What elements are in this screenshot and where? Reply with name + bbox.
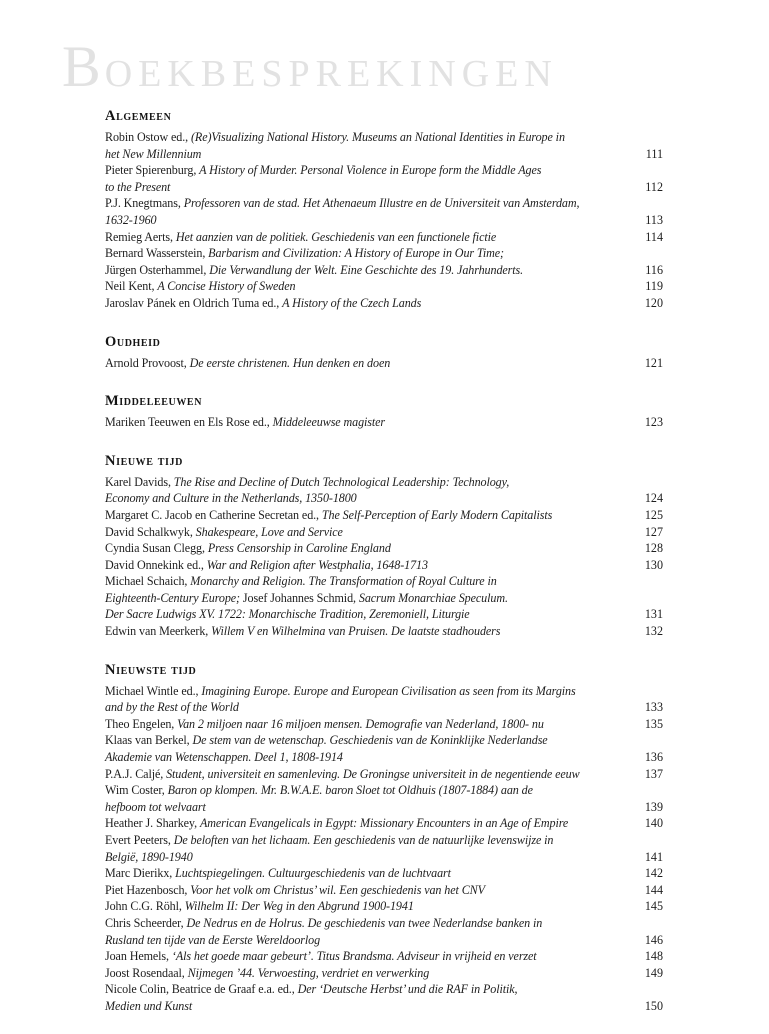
toc-entry — [105, 766, 663, 783]
book-author: P.J. Knegtmans, — [105, 196, 184, 211]
book-title: Der ‘Deutsche Herbst’ und die RAF in Politik, — [297, 982, 518, 997]
page-number: 111 — [645, 146, 663, 161]
book-author: Joost Rosendaal, — [105, 965, 188, 980]
book-title: Luchtspiegelingen. Cultuurgeschiedenis van de luchtvaart — [175, 866, 451, 881]
book-author: Joan Hemels, — [105, 949, 172, 964]
toc-entry-text — [105, 475, 509, 489]
page-number: 148 — [644, 949, 663, 964]
book-title: to the Present — [105, 179, 171, 194]
book-author: Josef Johannes Schmid, — [242, 590, 359, 605]
toc-entry — [105, 898, 663, 915]
page-number: 128 — [644, 541, 663, 556]
toc-entry — [105, 782, 663, 815]
toc-entry-line — [105, 540, 663, 557]
page-title-initial: B — [62, 34, 105, 99]
page-number: 136 — [644, 750, 663, 765]
book-author: David Schalkwyk, — [105, 524, 196, 539]
book-author: Evert Peeters, — [105, 833, 174, 847]
toc-entry-text — [105, 733, 548, 747]
toc-entry-text — [105, 833, 553, 847]
toc-section — [105, 107, 663, 312]
toc-entry-line — [105, 162, 663, 179]
toc-entry-line — [105, 832, 663, 849]
page-number: 113 — [645, 212, 663, 227]
toc-entry-text — [105, 356, 390, 370]
toc-entry — [105, 882, 663, 899]
toc-entry-text — [105, 949, 537, 963]
toc-entry — [105, 732, 663, 765]
toc-entry-text — [105, 866, 451, 880]
toc-section — [105, 333, 663, 372]
toc-entry-text — [105, 541, 391, 555]
section-heading: Nieuwste tijd — [105, 661, 197, 678]
toc-entry-line — [105, 146, 663, 163]
book-title: Barbarism and Civilization: A History of Europe in Our Time; — [208, 246, 504, 261]
toc-entry — [105, 507, 663, 524]
toc-entry-text — [105, 883, 485, 897]
book-author: Piet Hazenbosch, — [105, 882, 191, 897]
book-title: The Rise and Decline of Dutch Technological Leadership: Technology, — [173, 474, 510, 489]
page-number: 139 — [644, 799, 663, 814]
book-author: Cyndia Susan Clegg, — [105, 541, 208, 556]
book-author: Neil Kent, — [105, 279, 158, 294]
page-number: 131 — [644, 607, 663, 622]
book-title: hefboom tot welvaart — [105, 799, 206, 814]
toc-entry-text — [105, 982, 517, 996]
book-author: Karel Davids, — [105, 474, 174, 489]
page-number: 145 — [644, 899, 663, 914]
book-title: American Evangelicals in Egypt: Missionary Encounters in an Age of Empire — [199, 816, 569, 831]
book-title: De stem van de wetenschap. Geschiedenis van de Koninklijke Nederlandse — [192, 733, 548, 748]
book-author: Theo Engelen, — [105, 716, 178, 731]
toc-entry — [105, 948, 663, 965]
book-author: Marc Dierikx, — [105, 866, 176, 881]
page-number: 140 — [644, 816, 663, 831]
toc-entry-line — [105, 623, 663, 640]
toc-entry-line — [105, 245, 663, 262]
page-number: 135 — [644, 716, 663, 731]
book-title: Press Censorship in Caroline England — [207, 541, 391, 556]
toc-entry-line — [105, 766, 663, 783]
toc-entry-line — [105, 295, 663, 312]
toc-entry — [105, 557, 663, 574]
page-number: 130 — [644, 557, 663, 572]
book-title: Het aanzien van de politiek. Geschiedenis van een functionele fictie — [175, 229, 497, 244]
toc-entry-text — [105, 607, 470, 621]
book-title: Professoren van de stad. Het Athenaeum Illustre en de Universiteit van Amsterdam, — [183, 196, 580, 211]
book-title: ‘Als het goede maar gebeurt’. Titus Brandsma. Adviseur in vrijheid en verzet — [171, 949, 537, 964]
toc-entry-text — [105, 816, 568, 830]
toc-entry — [105, 129, 663, 162]
toc-entry — [105, 355, 663, 372]
toc-entry-line — [105, 782, 663, 799]
toc-entry-line — [105, 998, 663, 1015]
book-author: Nicole Colin, Beatrice de Graaf e.a. ed., — [105, 982, 298, 997]
page-number: 114 — [645, 229, 663, 244]
toc-entry-line — [105, 212, 663, 229]
toc-entry-line — [105, 524, 663, 541]
book-author: Wim Coster, — [105, 783, 168, 798]
page-number: 112 — [645, 179, 663, 194]
toc-entry-text — [105, 591, 508, 605]
book-title: Economy and Culture in the Netherlands, 1350-1800 — [105, 491, 357, 506]
book-author: Edwin van Meerkerk, — [105, 624, 212, 639]
page-number: 123 — [644, 415, 663, 430]
toc-entry-text — [105, 263, 523, 277]
book-author: P.A.J. Caljé, — [105, 766, 167, 781]
page-number: 133 — [644, 700, 663, 715]
book-title: Wilhelm II: Der Weg in den Abgrund 1900-1941 — [184, 899, 414, 914]
book-title: Imagining Europe. Europe and European Civilisation as seen from its Margins — [201, 683, 576, 698]
toc-entry-text — [105, 246, 504, 260]
toc-entry-text — [105, 558, 428, 572]
toc-entry-line — [105, 898, 663, 915]
book-title: Akademie van Wetenschappen. Deel 1, 1808-1914 — [105, 750, 343, 765]
page-title — [62, 34, 663, 99]
toc-sections — [105, 107, 663, 1015]
toc-entry-text — [105, 933, 320, 947]
toc-entry-line — [105, 195, 663, 212]
book-title: Medien und Kunst — [105, 998, 193, 1013]
toc-entry-text — [105, 966, 429, 980]
book-author: Margaret C. Jacob en Catherine Secretan ed., — [105, 507, 322, 522]
toc-entry-line — [105, 865, 663, 882]
toc-entry-line — [105, 278, 663, 295]
toc-entry-text — [105, 717, 544, 731]
toc-entry-line — [105, 507, 663, 524]
book-title: Nijmegen ’44. Verwoesting, verdriet en verwerking — [187, 965, 430, 980]
book-author: David Onnekink ed., — [105, 557, 207, 572]
book-title: A History of the Czech Lands — [282, 295, 422, 310]
book-title: and by the Rest of the World — [105, 700, 239, 715]
toc-entry-line — [105, 948, 663, 965]
toc-entry — [105, 683, 663, 716]
toc-entry — [105, 573, 663, 623]
book-title: Shakespeare, Love and Service — [195, 524, 343, 539]
toc-section — [105, 392, 663, 431]
toc-entry-text — [105, 850, 193, 864]
toc-section — [105, 661, 663, 1015]
toc-entry-line — [105, 716, 663, 733]
book-title: De eerste christenen. Hun denken en doen — [189, 355, 391, 370]
toc-entry-line — [105, 179, 663, 196]
toc-entry-line — [105, 799, 663, 816]
toc-entry-text — [105, 783, 533, 797]
toc-entry — [105, 623, 663, 640]
toc-entry — [105, 865, 663, 882]
toc-entry-line — [105, 573, 663, 590]
page-title-rest: OEKBESPREKINGEN — [104, 53, 558, 95]
toc-entry-line — [105, 557, 663, 574]
toc-entry-line — [105, 229, 663, 246]
book-author: Heather J. Sharkey, — [105, 816, 200, 831]
book-title: Der Sacre Ludwigs XV. 1722: Monarchische Tradition, Zeremoniell, Liturgie — [105, 607, 470, 622]
book-title: War and Religion after Westphalia, 1648-1713 — [206, 557, 428, 572]
toc-entry-line — [105, 262, 663, 279]
toc-entry-text — [105, 800, 206, 814]
book-title: Monarchy and Religion. The Transformation of Royal Culture in — [190, 574, 497, 589]
toc-entry-text — [105, 130, 565, 144]
book-title: Van 2 miljoen naar 16 miljoen mensen. Demografie van Nederland, 1800- nu — [177, 716, 544, 731]
toc-entry-line — [105, 414, 663, 431]
section-heading: Algemeen — [105, 108, 172, 124]
toc-section — [105, 452, 663, 640]
toc-entry-text — [105, 574, 497, 588]
toc-entry-line — [105, 815, 663, 832]
book-author: Chris Scheerder, — [105, 915, 187, 930]
toc-entry-text — [105, 196, 579, 210]
page-number: 141 — [644, 849, 663, 864]
toc-entry-line — [105, 490, 663, 507]
toc-entry-line — [105, 606, 663, 623]
book-author: John C.G. Röhl, — [105, 899, 185, 914]
book-title: 1632-1960 — [105, 212, 157, 227]
toc-entry — [105, 295, 663, 312]
toc-entry — [105, 195, 663, 228]
toc-entry-line — [105, 749, 663, 766]
toc-entry — [105, 915, 663, 948]
book-title: Rusland ten tijde van de Eerste Wereldoorlog — [105, 932, 321, 947]
toc-entry — [105, 245, 663, 278]
toc-entry-text — [105, 700, 239, 714]
toc-entry-text — [105, 147, 201, 161]
book-title: De beloften van het lichaam. Een geschiedenis van de natuurlijke levenswijze in — [173, 833, 554, 847]
toc-entry-text — [105, 180, 170, 194]
page-number: 127 — [644, 524, 663, 539]
toc-entry-text — [105, 750, 343, 764]
book-author: Bernard Wasserstein, — [105, 246, 209, 261]
toc-entry — [105, 229, 663, 246]
book-title: België, 1890-1940 — [105, 849, 193, 864]
book-author: Arnold Provoost, — [105, 355, 190, 370]
page-number: 149 — [644, 965, 663, 980]
toc-entry-text — [105, 916, 542, 930]
toc-entry-line — [105, 699, 663, 716]
toc-entry-line — [105, 932, 663, 949]
book-title: De Nedrus en de Holrus. De geschiedenis van twee Nederlandse banken in — [186, 915, 543, 930]
book-author: Pieter Spierenburg, — [105, 163, 200, 178]
toc-entry-text — [105, 525, 343, 539]
book-title: Die Verwandlung der Welt. Eine Geschichte des 19. Jahrhunderts. — [209, 262, 524, 277]
toc-entry — [105, 981, 663, 1014]
toc-entry-line — [105, 882, 663, 899]
book-title: het New Millennium — [105, 146, 202, 161]
book-title: Middeleeuwse magister — [272, 415, 386, 430]
toc-entry-line — [105, 981, 663, 998]
toc-entry — [105, 162, 663, 195]
book-author: Klaas van Berkel, — [105, 733, 193, 748]
book-author: Robin Ostow ed., — [105, 130, 191, 144]
toc-entry-line — [105, 355, 663, 372]
toc-entry-line — [105, 590, 663, 607]
page-number: 125 — [644, 507, 663, 522]
toc-entry-line — [105, 683, 663, 700]
page-number: 146 — [644, 932, 663, 947]
book-title: A History of Murder. Personal Violence in Europe form the Middle Ages — [199, 163, 542, 178]
toc-entry-text — [105, 415, 385, 429]
toc-entry-text — [105, 296, 421, 310]
toc-entry-line — [105, 129, 663, 146]
page-number: 132 — [644, 624, 663, 639]
toc-entry-text — [105, 508, 552, 522]
page-number: 121 — [644, 355, 663, 370]
toc-entry-text — [105, 491, 357, 505]
page-number: 120 — [644, 295, 663, 310]
page-number: 124 — [644, 491, 663, 506]
toc-entry-line — [105, 849, 663, 866]
toc-entry — [105, 414, 663, 431]
book-title: Student, universiteit en samenleving. De Groningse universiteit in de negentiende eeuw — [166, 766, 580, 781]
book-title: Eighteenth-Century Europe; — [105, 590, 243, 605]
book-title: (Re)Visualizing National History. Museums an National Identities in Europe in — [190, 130, 565, 144]
section-heading: Oudheid — [105, 333, 161, 350]
book-title: Voor het volk om Christus’ wil. Een geschiedenis van het CNV — [190, 882, 485, 897]
toc-entry-text — [105, 163, 541, 177]
section-heading: Nieuwe tijd — [105, 452, 183, 469]
toc-entry — [105, 278, 663, 295]
toc-entry-line — [105, 474, 663, 491]
book-author: Michael Schaich, — [105, 574, 191, 589]
page-number: 116 — [645, 262, 663, 277]
toc-entry — [105, 832, 663, 865]
toc-entry — [105, 716, 663, 733]
book-title: A Concise History of Sweden — [157, 279, 296, 294]
toc-entry — [105, 540, 663, 557]
book-author: Michael Wintle ed., — [105, 683, 202, 698]
book-title: Willem V en Wilhelmina van Pruisen. De laatste stadhouders — [211, 624, 501, 639]
page-number: 142 — [644, 866, 663, 881]
toc-entry-text — [105, 999, 192, 1013]
book-author: Remieg Aerts, — [105, 229, 176, 244]
toc-entry — [105, 815, 663, 832]
toc-entry-line — [105, 915, 663, 932]
toc-entry — [105, 965, 663, 982]
toc-entry-text — [105, 279, 295, 293]
toc-entry-text — [105, 624, 500, 638]
toc-entry-line — [105, 732, 663, 749]
toc-entry — [105, 524, 663, 541]
book-author: Jürgen Osterhammel, — [105, 262, 210, 277]
toc-entry-text — [105, 230, 496, 244]
toc-entry-line — [105, 965, 663, 982]
book-title: Sacrum Monarchiae Speculum. — [358, 590, 508, 605]
book-author: Mariken Teeuwen en Els Rose ed., — [105, 415, 273, 430]
book-title: Baron op klompen. Mr. B.W.A.E. baron Sloet tot Oldhuis (1807-1884) aan de — [167, 783, 533, 798]
toc-entry — [105, 474, 663, 507]
page-number: 150 — [644, 998, 663, 1013]
book-title: The Self-Perception of Early Modern Capitalists — [321, 507, 553, 522]
page-number: 119 — [645, 279, 663, 294]
toc-entry-text — [105, 684, 576, 698]
page-number: 137 — [644, 766, 663, 781]
page-number: 144 — [644, 882, 663, 897]
book-author: Jaroslav Pánek en Oldrich Tuma ed., — [105, 295, 283, 310]
section-heading: Middeleeuwen — [105, 393, 203, 410]
toc-entry-text — [105, 213, 157, 227]
toc-entry-text — [105, 767, 580, 781]
toc-entry-text — [105, 899, 414, 913]
